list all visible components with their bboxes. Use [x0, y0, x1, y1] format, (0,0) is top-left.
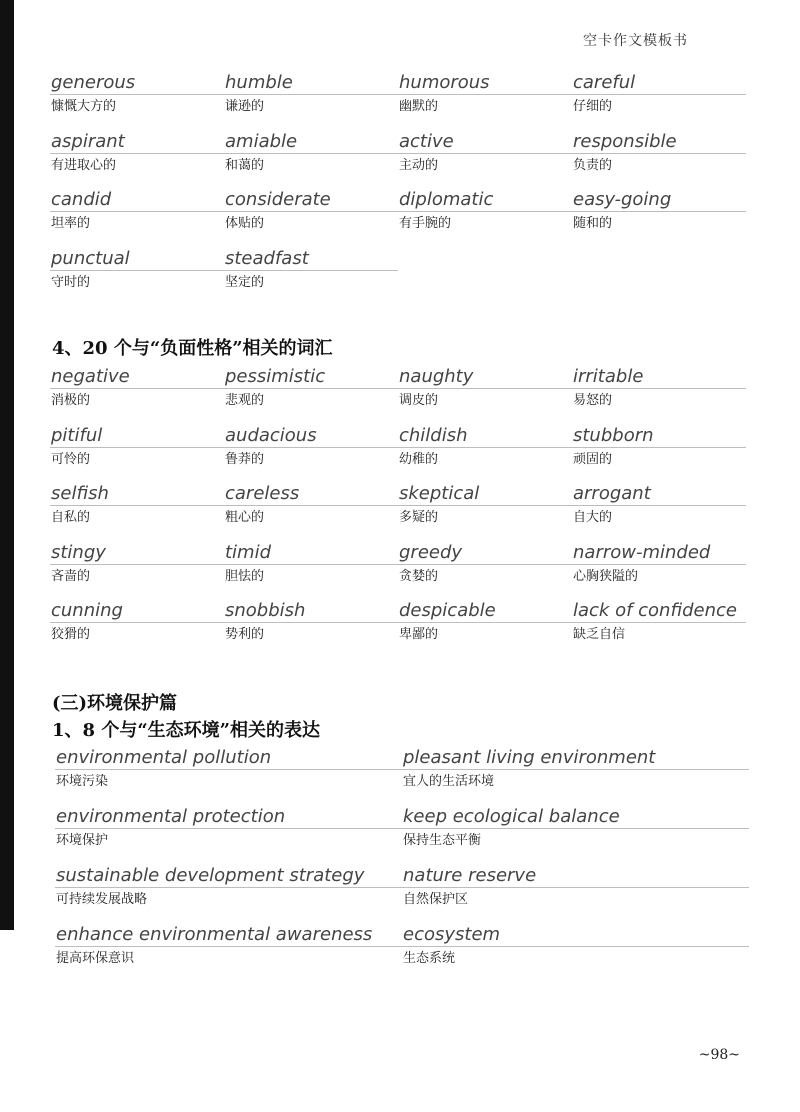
page-number: ~98~ — [698, 1047, 740, 1063]
vocab-entry — [572, 131, 746, 190]
english-term: despicable — [398, 600, 572, 623]
english-term: easy-going — [572, 189, 746, 212]
english-term: negative — [50, 366, 224, 389]
english-term: enhance environmental awareness — [55, 924, 402, 947]
english-term: pessimistic — [224, 366, 398, 389]
vocab-entry — [398, 483, 572, 542]
vocab-entry — [50, 425, 224, 484]
vocab-entry — [572, 542, 746, 601]
chinese-translation: 有进取心的 — [51, 157, 117, 173]
english-term: careful — [572, 72, 746, 95]
chinese-translation: 有手腕的 — [399, 216, 452, 231]
vocab-entry — [402, 924, 749, 983]
vocab-entry — [50, 542, 224, 601]
english-term: audacious — [224, 425, 398, 448]
chinese-translation: 宜人的生活环境 — [403, 774, 495, 789]
chinese-translation: 谦逊的 — [225, 99, 265, 114]
vocab-entry — [55, 865, 402, 924]
vocab-entry — [55, 747, 402, 806]
english-term: environmental protection — [55, 806, 402, 829]
vocab-entry — [224, 483, 398, 542]
vocab-entry — [224, 189, 398, 248]
negative-traits-section-title: 4、20 个与“负面性格”相关的词汇 — [52, 338, 333, 359]
vocab-entry — [224, 366, 398, 425]
chinese-translation: 势利的 — [225, 627, 265, 642]
vocab-entry — [402, 806, 749, 865]
vocab-entry — [398, 72, 572, 131]
vocab-entry — [398, 189, 572, 248]
vocab-entry — [50, 483, 224, 542]
english-term: careless — [224, 483, 398, 506]
english-term: amiable — [224, 131, 398, 154]
chinese-translation: 易怒的 — [573, 393, 613, 408]
english-term: candid — [50, 189, 224, 212]
english-term: generous — [50, 72, 224, 95]
vocab-entry — [402, 865, 749, 924]
chinese-translation: 环境污染 — [56, 774, 109, 789]
english-term: selfish — [50, 483, 224, 506]
vocab-entry — [50, 600, 224, 659]
vocab-entry — [398, 600, 572, 659]
english-term: arrogant — [572, 483, 746, 506]
vocab-entry — [572, 425, 746, 484]
english-term: timid — [224, 542, 398, 565]
vocab-entry — [50, 72, 224, 131]
english-term: skeptical — [398, 483, 572, 506]
vocab-entry — [398, 131, 572, 190]
english-term: considerate — [224, 189, 398, 212]
vocab-entry — [398, 425, 572, 484]
english-term: narrow-minded — [572, 542, 746, 565]
vocab-entry — [55, 806, 402, 865]
chinese-translation: 消极的 — [51, 393, 91, 408]
chinese-translation: 幽默的 — [399, 99, 439, 114]
chinese-translation: 心胸狭隘的 — [573, 568, 639, 584]
chinese-translation: 体贴的 — [225, 216, 265, 231]
vocab-entry — [224, 72, 398, 131]
chinese-translation: 仔细的 — [573, 99, 613, 114]
chinese-translation: 顽固的 — [573, 451, 613, 467]
chinese-translation: 坚定的 — [225, 274, 265, 290]
english-term: humorous — [398, 72, 572, 95]
english-term: pleasant living environment — [402, 747, 749, 770]
chinese-translation: 负责的 — [573, 157, 613, 173]
english-term: active — [398, 131, 572, 154]
chinese-translation: 自然保护区 — [403, 892, 469, 907]
positive-traits-vocab-grid — [50, 72, 746, 306]
english-term: environmental pollution — [55, 747, 402, 770]
english-term: irritable — [572, 366, 746, 389]
chinese-translation: 粗心的 — [225, 510, 265, 525]
english-term: stingy — [50, 542, 224, 565]
chinese-translation: 坦率的 — [51, 216, 91, 231]
chinese-translation: 卑鄙的 — [399, 627, 439, 642]
chinese-translation: 自大的 — [573, 510, 613, 525]
chinese-translation: 缺乏自信 — [573, 627, 626, 642]
chinese-translation: 可怜的 — [51, 451, 91, 467]
english-term: childish — [398, 425, 572, 448]
english-term: cunning — [50, 600, 224, 623]
english-term: greedy — [398, 542, 572, 565]
ecology-phrases-grid — [55, 747, 749, 983]
vocab-entry — [398, 366, 572, 425]
vocab-entry — [50, 131, 224, 190]
chinese-translation: 调皮的 — [399, 393, 439, 408]
chinese-translation: 幼稚的 — [399, 451, 439, 467]
ecology-section-title: 1、8 个与“生态环境”相关的表达 — [52, 720, 321, 741]
english-term: naughty — [398, 366, 572, 389]
chinese-translation: 鲁莽的 — [225, 451, 265, 467]
vocab-entry — [50, 248, 224, 307]
chinese-translation: 和蔼的 — [225, 157, 265, 173]
chinese-translation: 狡猾的 — [51, 627, 91, 642]
vocab-entry — [572, 366, 746, 425]
vocab-entry — [572, 72, 746, 131]
page-header: 空卡作文模板书 — [583, 33, 688, 49]
vocab-entry — [224, 131, 398, 190]
english-term: diplomatic — [398, 189, 572, 212]
chinese-translation: 贪婪的 — [399, 568, 439, 584]
english-term: punctual — [50, 248, 224, 271]
vocab-entry — [572, 483, 746, 542]
chinese-translation: 守时的 — [51, 274, 91, 290]
english-term: sustainable development strategy — [55, 865, 402, 888]
chinese-translation: 随和的 — [573, 216, 613, 231]
chinese-translation: 保持生态平衡 — [403, 833, 482, 848]
chinese-translation: 主动的 — [399, 157, 439, 173]
chinese-translation: 自私的 — [51, 510, 91, 525]
english-term: steadfast — [224, 248, 398, 271]
vocab-entry — [224, 600, 398, 659]
chinese-translation: 可持续发展战略 — [56, 892, 148, 907]
vocab-entry — [50, 189, 224, 248]
vocab-entry — [402, 747, 749, 806]
chinese-translation: 多疑的 — [399, 510, 439, 525]
english-term: humble — [224, 72, 398, 95]
vocab-entry — [572, 189, 746, 248]
vocab-entry — [224, 248, 398, 307]
vocab-entry — [398, 542, 572, 601]
chinese-translation: 悲观的 — [225, 393, 265, 408]
chinese-translation: 慷慨大方的 — [51, 99, 117, 114]
chinese-translation: 胆怯的 — [225, 568, 265, 584]
scan-binding-edge — [0, 0, 14, 930]
english-term: pitiful — [50, 425, 224, 448]
english-term: ecosystem — [402, 924, 749, 947]
chinese-translation: 提高环保意识 — [56, 951, 135, 966]
vocab-entry — [572, 600, 746, 659]
english-term: keep ecological balance — [402, 806, 749, 829]
chinese-translation: 吝啬的 — [51, 568, 91, 584]
vocab-entry — [224, 542, 398, 601]
chinese-translation: 生态系统 — [403, 951, 456, 966]
english-term: aspirant — [50, 131, 224, 154]
vocab-entry — [55, 924, 402, 983]
chinese-translation: 环境保护 — [56, 833, 109, 848]
negative-traits-vocab-grid — [50, 366, 746, 659]
english-term: nature reserve — [402, 865, 749, 888]
english-term: lack of confidence — [572, 600, 746, 623]
english-term: responsible — [572, 131, 746, 154]
english-term: snobbish — [224, 600, 398, 623]
environment-part-title: (三)环境保护篇 — [52, 693, 178, 714]
vocab-entry — [50, 366, 224, 425]
vocab-entry — [224, 425, 398, 484]
english-term: stubborn — [572, 425, 746, 448]
